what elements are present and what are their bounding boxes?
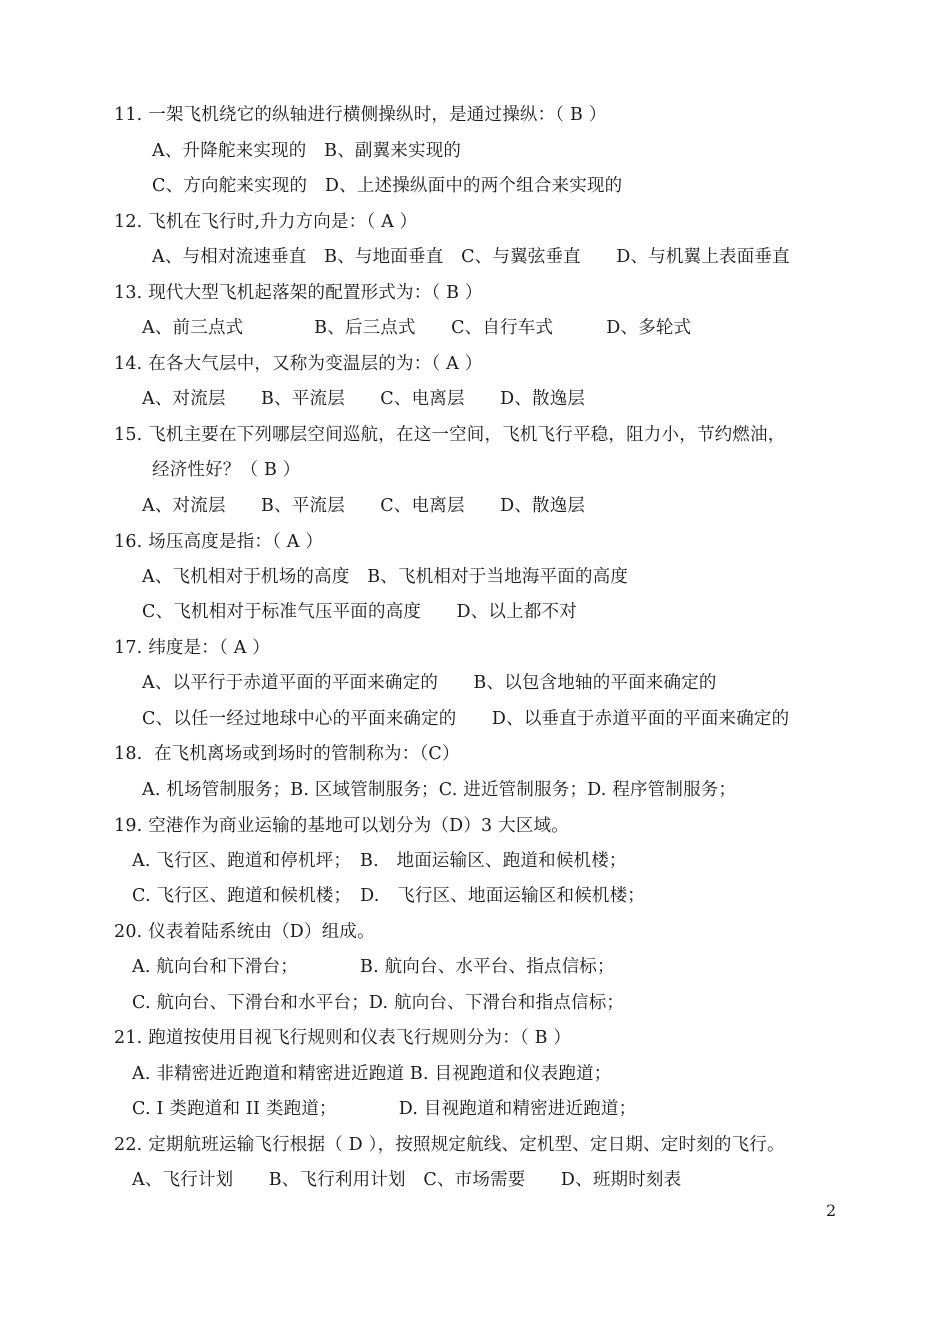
question-20-stem: 20. 仪表着陆系统由（D）组成。 [114,922,375,942]
question-18-stem: 18. 在飞机离场或到场时的管制称为：（C） [114,744,460,764]
question-22-stem: 22. 定期航班运输飞行根据（ D ），按照规定航线、定机型、定日期、定时刻的飞行。 [114,1135,785,1155]
question-21-stem: 21. 跑道按使用目视飞行规则和仪表飞行规则分为：（ B ） [114,1028,572,1048]
question-17-option-line-2: C、以任一经过地球中心的平面来确定的 D、以垂直于赤道平面的平面来确定的 [142,709,790,729]
question-21-option-line-2: C. I 类跑道和 II 类跑道； D. 目视跑道和精密进近跑道； [132,1099,637,1119]
question-11-stem: 11. 一架飞机绕它的纵轴进行横侧操纵时，是通过操纵：（ B ） [114,105,607,125]
question-11-option-line-2: C、方向舵来实现的 D、上述操纵面中的两个组合来实现的 [152,176,623,196]
question-13-stem: 13. 现代大型飞机起落架的配置形式为：（ B ） [114,283,483,303]
page-number: 2 [826,1201,837,1220]
question-17-stem: 17. 纬度是：（ A ） [114,638,271,658]
question-15-stem-continued: 经济性好？（ B ） [152,460,301,480]
question-21-option-line-1: A. 非精密进近跑道和精密进近跑道 B. 目视跑道和仪表跑道； [132,1064,612,1084]
question-16-option-line-2: C、飞机相对于标准气压平面的高度 D、以上都不对 [142,602,577,622]
question-12-option-line-1: A、与相对流速垂直 B、与地面垂直 C、与翼弦垂直 D、与机翼上表面垂直 [152,247,790,267]
question-18-option-line-1: A. 机场管制服务；B. 区域管制服务；C. 进近管制服务；D. 程序管制服务； [142,780,737,800]
question-15-stem: 15. 飞机主要在下列哪层空间巡航，在这一空间，飞机飞行平稳，阻力小，节约燃油， [114,425,786,445]
question-15-option-line-1: A、对流层 B、平流层 C、电离层 D、散逸层 [142,496,586,516]
question-19-option-line-2: C. 飞行区、跑道和候机楼； D. 飞行区、地面运输区和候机楼； [132,886,646,906]
question-17-option-line-1: A、以平行于赤道平面的平面来确定的 B、以包含地轴的平面来确定的 [142,673,717,693]
question-20-option-line-1: A. 航向台和下滑台； B. 航向台、水平台、指点信标； [132,957,615,977]
question-14-option-line-1: A、对流层 B、平流层 C、电离层 D、散逸层 [142,389,586,409]
question-11-option-line-1: A、升降舵来实现的 B、副翼来实现的 [152,141,462,161]
question-13-option-line-1: A、前三点式 B、后三点式 C、自行车式 D、多轮式 [142,318,692,338]
question-19-stem: 19. 空港作为商业运输的基地可以划分为（D）3 大区域。 [114,816,569,836]
question-12-stem: 12. 飞机在飞行时,升力方向是：（ A ） [114,212,418,232]
question-14-stem: 14. 在各大气层中，又称为变温层的为：（ A ） [114,354,483,374]
question-16-option-line-1: A、飞机相对于机场的高度 B、飞机相对于当地海平面的高度 [142,567,629,587]
question-20-option-line-2: C. 航向台、下滑台和水平台；D. 航向台、下滑台和指点信标； [132,993,625,1013]
question-19-option-line-1: A. 飞行区、跑道和停机坪； B. 地面运输区、跑道和候机楼； [132,851,627,871]
question-16-stem: 16. 场压高度是指：（ A ） [114,532,324,552]
question-22-option-line-1: A、飞行计划 B、飞行利用计划 C、市场需要 D、班期时刻表 [132,1170,682,1190]
